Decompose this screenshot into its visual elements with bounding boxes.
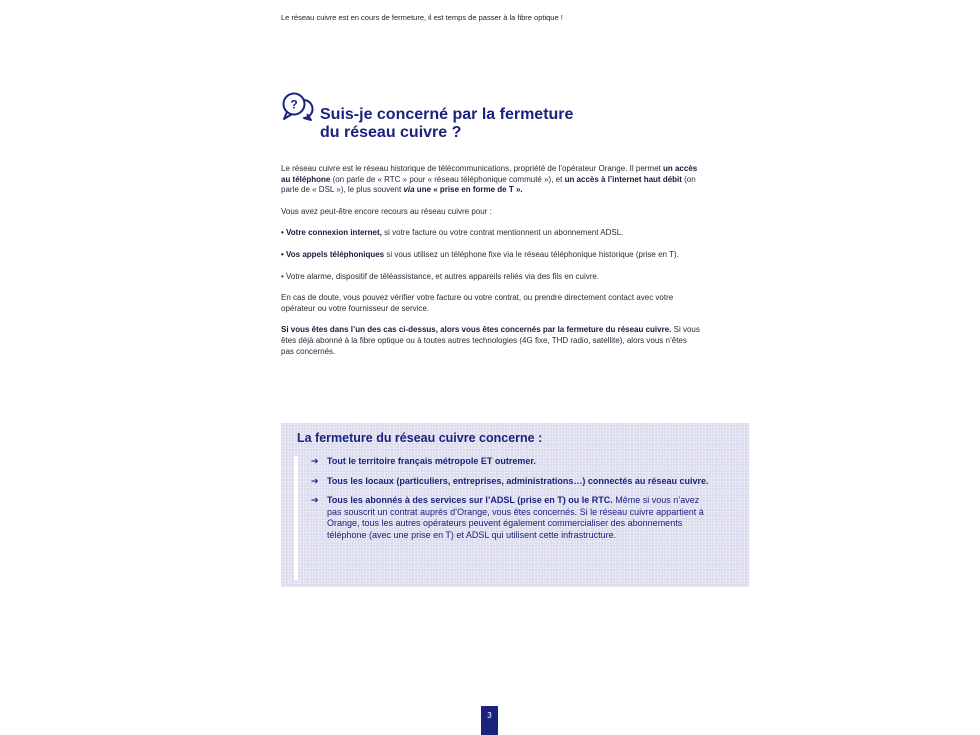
arrow-right-icon: ➔	[311, 456, 319, 466]
question-bubbles-icon	[280, 92, 314, 122]
page-number: 3	[481, 706, 498, 735]
bullet-alarm: • Votre alarme, dispositif de téléassistance, et autres appareils reliés via des fils en cuivre.	[281, 271, 600, 281]
callout-item: ➔ Tous les abonnés à des services sur l’ADSL (prise en T) ou le RTC. Même si vous n’avez pas souscrit un contrat auprès d’Orange, vous êtes concernés. Si le réseau cuivre appartient à Orange, tous les autres opérateurs peuvent également commercialiser des abonnements téléphone (avec une prise en T) et ADSL qui utilisent cette infrastructure.	[311, 495, 704, 540]
callout-list	[311, 456, 711, 549]
callout-item: ➔ Tout le territoire français métropole ET outremer.	[311, 456, 536, 466]
callout-item: ➔ Tous les locaux (particuliers, entreprises, administrations…) connectés au réseau cuivre.	[311, 475, 709, 486]
arrow-right-icon: ➔	[311, 475, 319, 486]
bullet-internet: • Votre connexion internet, si votre facture ou votre contrat mentionnent un abonnement ADSL.	[281, 228, 624, 238]
section-title-line-2: du réseau cuivre ?	[320, 124, 462, 141]
intro-paragraph: Le réseau cuivre est le réseau historique de télécommunications, propriété de l’opérateur Orange. Il permet un accès au téléphone (on parle de « RTC » pour « réseau téléphonique commuté »), et un accès à l’internet haut débit (on parle de « DSL »), le plus souvent via une « prise en forme de T ».	[281, 164, 698, 195]
callout-title: La fermeture du réseau cuivre concerne :	[297, 431, 543, 445]
bullet-phone: • Vos appels téléphoniques si vous utilisez un téléphone fixe via le réseau téléphonique historique (prise en T).	[281, 249, 679, 259]
concerned-paragraph: Si vous êtes dans l’un des cas ci-dessus, alors vous êtes concernés par la fermeture du réseau cuivre. Si vous êtes déjà abonné à la fibre optique ou à toutes autres technologies (4G fixe, THD radio, satellite), alors vous n’êtes pas concernés.	[281, 325, 700, 356]
svg-text:?: ?	[290, 97, 298, 112]
callout-divider	[294, 456, 298, 580]
section-title-line-1: Suis-je concerné par la fermeture	[320, 106, 574, 123]
running-header: Le réseau cuivre est en cours de fermeture, il est temps de passer à la fibre optique !	[281, 13, 563, 22]
section-title	[320, 106, 650, 142]
doubt-paragraph: En cas de doute, vous pouvez vérifier votre facture ou votre contrat, ou prendre directement contact avec votre opérateur ou votre fournisseur de service.	[281, 293, 674, 313]
usage-intro: Vous avez peut-être encore recours au réseau cuivre pour :	[281, 206, 492, 216]
body-text	[281, 164, 701, 368]
arrow-right-icon: ➔	[311, 495, 319, 505]
callout-box	[281, 423, 749, 587]
